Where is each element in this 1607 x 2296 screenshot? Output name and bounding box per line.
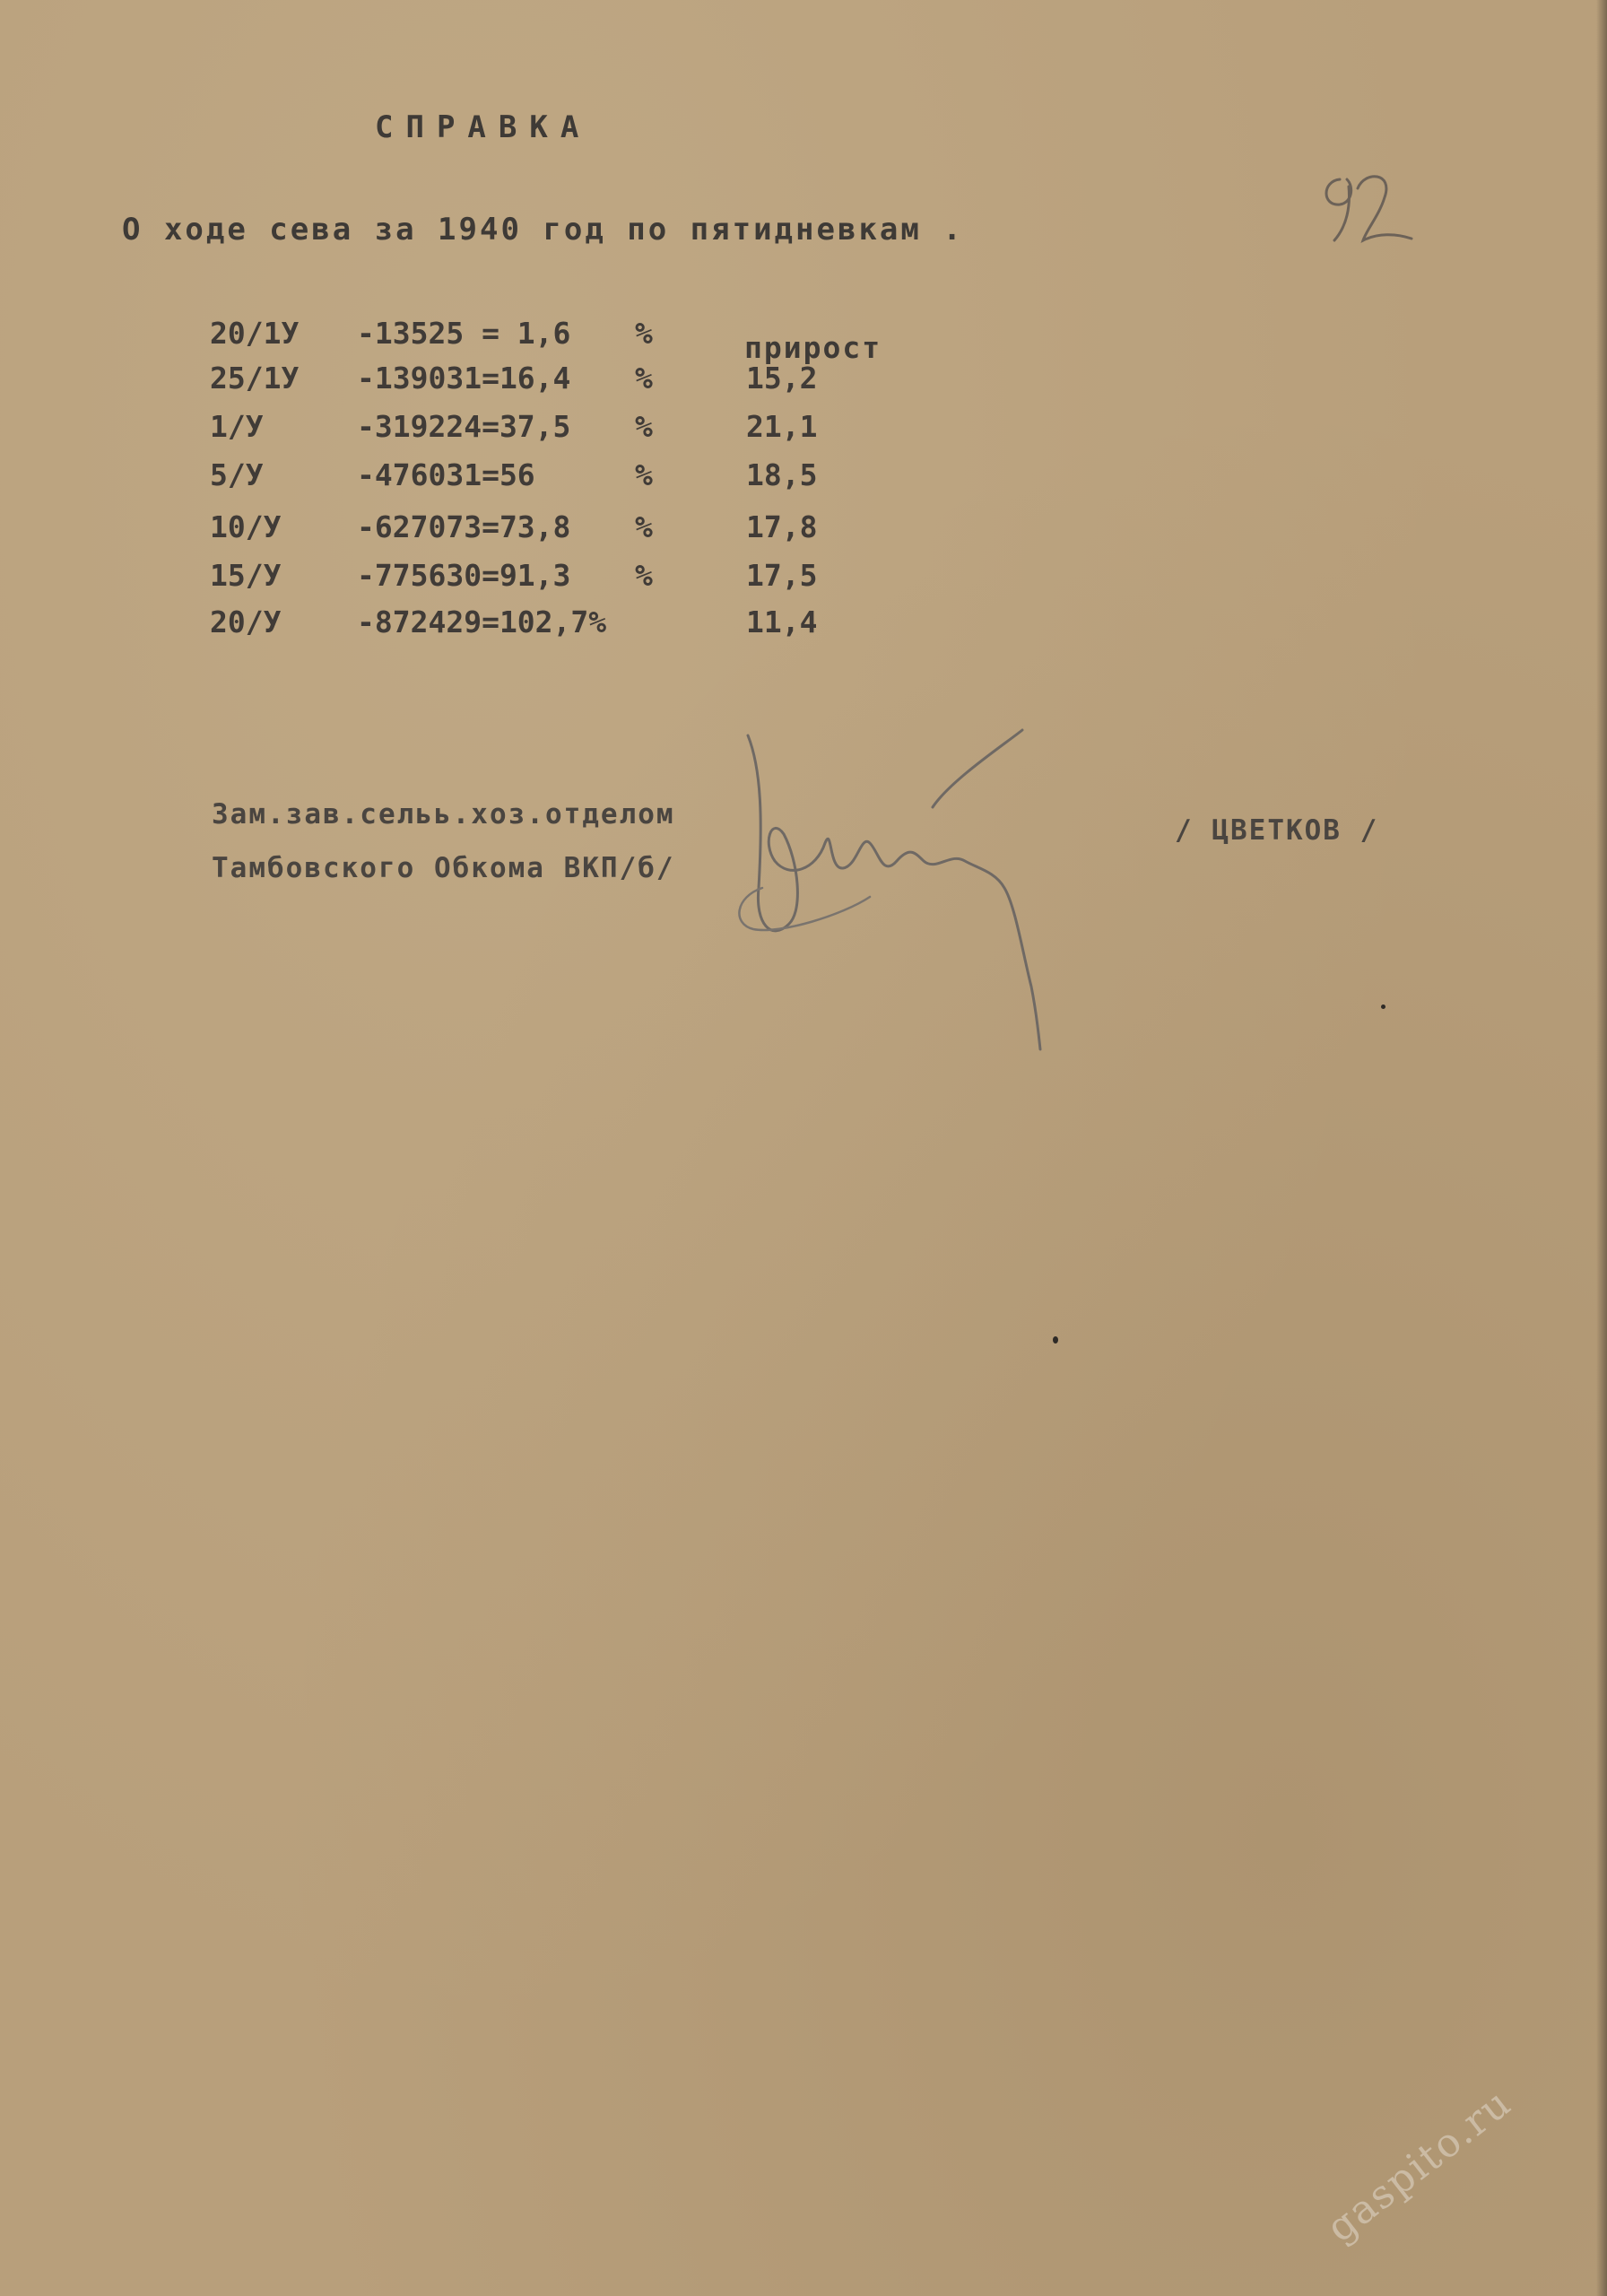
row-increment: 17,8 (746, 509, 818, 544)
handwritten-signature (735, 718, 1166, 1058)
row-increment: 17,5 (746, 558, 818, 593)
row-increment: 15,2 (746, 361, 818, 396)
row-amount: -13525 = 1,6 (357, 316, 571, 351)
document-subtitle: О ходе сева за 1940 год по пятидневкам . (122, 212, 964, 248)
row-percent-sign: % (635, 558, 653, 593)
row-date: 5/У (210, 457, 264, 492)
paper-speck (1381, 1004, 1385, 1009)
increment-column-header: прирост (744, 330, 882, 365)
row-date: 20/У (210, 604, 282, 639)
row-amount: -476031=56 (357, 457, 535, 492)
row-date: 1/У (210, 409, 264, 444)
watermark: gaspito.ru (1318, 2079, 1521, 2252)
row-increment: 11,4 (746, 604, 818, 639)
row-date: 15/У (210, 558, 282, 593)
paper-speck (1053, 1336, 1058, 1344)
paper-edge (1596, 0, 1607, 2296)
document-title: СПРАВКА (375, 109, 592, 145)
signature-title-line1: Зам.зав.сельь.хоз.отделом (212, 798, 675, 831)
row-percent-sign: % (635, 509, 653, 544)
row-percent-sign: % (635, 457, 653, 492)
row-date: 25/1У (210, 361, 300, 396)
row-percent-sign: % (635, 316, 653, 351)
row-percent-sign: % (635, 409, 653, 444)
row-increment: 18,5 (746, 457, 818, 492)
row-date: 20/1У (210, 316, 300, 351)
row-amount: -872429=102,7% (357, 604, 607, 639)
row-date: 10/У (210, 509, 282, 544)
row-percent-sign: % (635, 361, 653, 396)
row-amount: -139031=16,4 (357, 361, 571, 396)
row-amount: -319224=37,5 (357, 409, 571, 444)
page-number-handwritten (1313, 161, 1429, 251)
row-increment: 21,1 (746, 409, 818, 444)
signature-title-line2: Тамбовского Обкома ВКП/б/ (212, 852, 675, 884)
row-amount: -775630=91,3 (357, 558, 571, 593)
signatory-name: / ЦВЕТКОВ / (1175, 814, 1379, 847)
row-amount: -627073=73,8 (357, 509, 571, 544)
